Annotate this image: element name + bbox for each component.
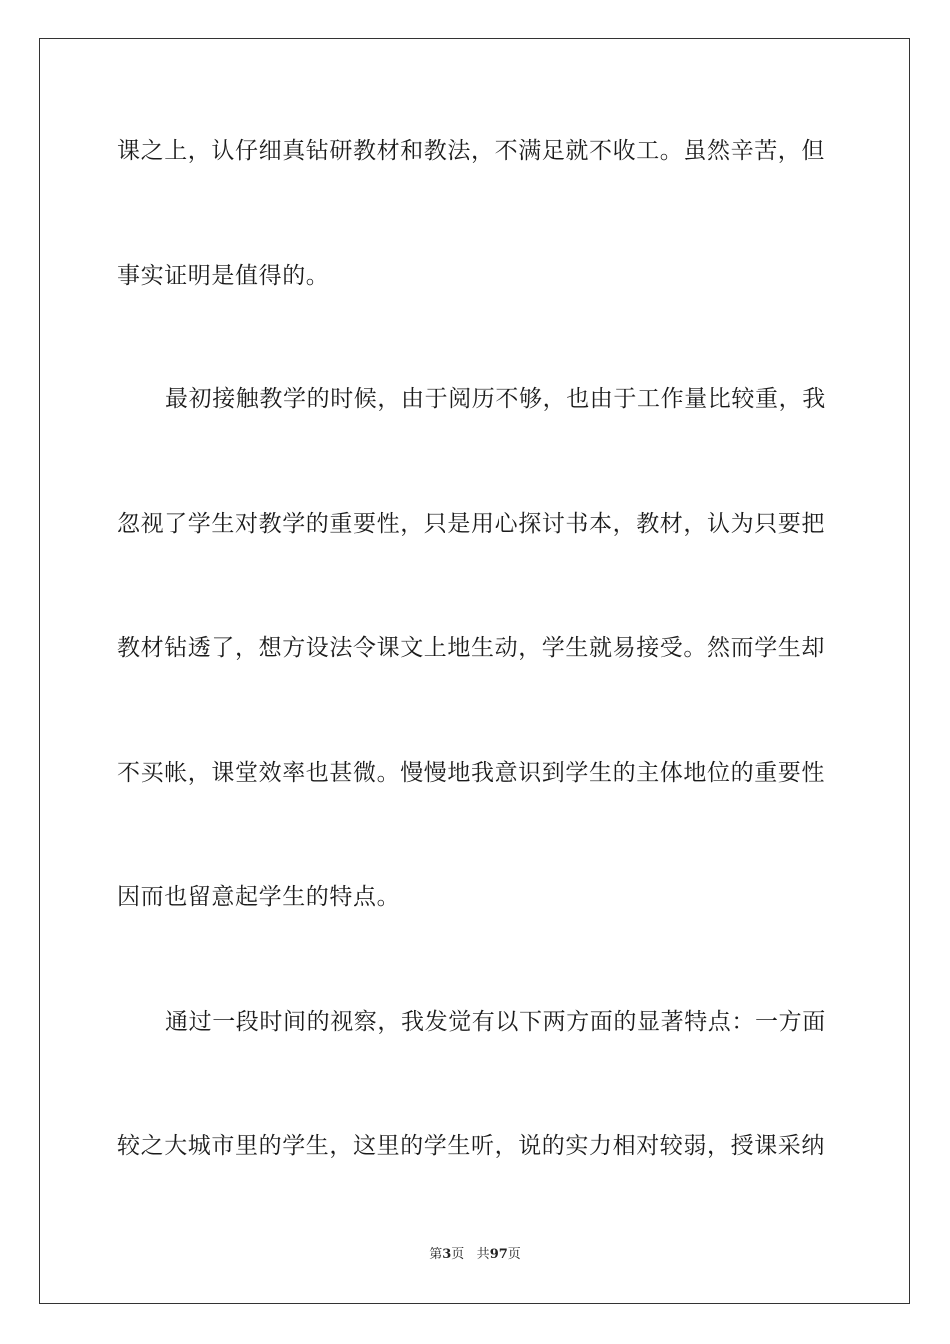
text-line-8: 通过一段时间的视察，我发觉有以下两方面的显著特点：一方面 [165,1009,826,1035]
text-line-5: 教材钻透了，想方设法令课文上地生动，学生就易接受。然而学生却 [117,635,825,661]
text-line-1: 课之上，认仔细真钻研教材和教法，不满足就不收工。虽然辛苦，但 [117,138,825,164]
page-number: 3 [442,1247,452,1262]
total-pages: 97 [489,1247,508,1262]
text-line-6: 不买帐，课堂效率也甚微。慢慢地我意识到学生的主体地位的重要性 [117,760,825,786]
text-line-4: 忽视了学生对教学的重要性，只是用心探讨书本，教材，认为只要把 [117,511,825,537]
total-prefix: 共 [476,1247,490,1262]
page-border [39,38,910,1304]
page-prefix: 第 [429,1247,443,1262]
text-line-3: 最初接触教学的时候，由于阅历不够，也由于工作量比较重，我 [165,386,826,412]
page-suffix: 页 [451,1247,465,1262]
text-line-7: 因而也留意起学生的特点。 [117,884,401,910]
text-line-2: 事实证明是值得的。 [117,263,330,289]
text-line-9: 较之大城市里的学生，这里的学生听，说的实力相对较弱，授课采纳 [117,1133,825,1159]
page-footer [0,1246,950,1264]
total-suffix: 页 [507,1247,521,1262]
